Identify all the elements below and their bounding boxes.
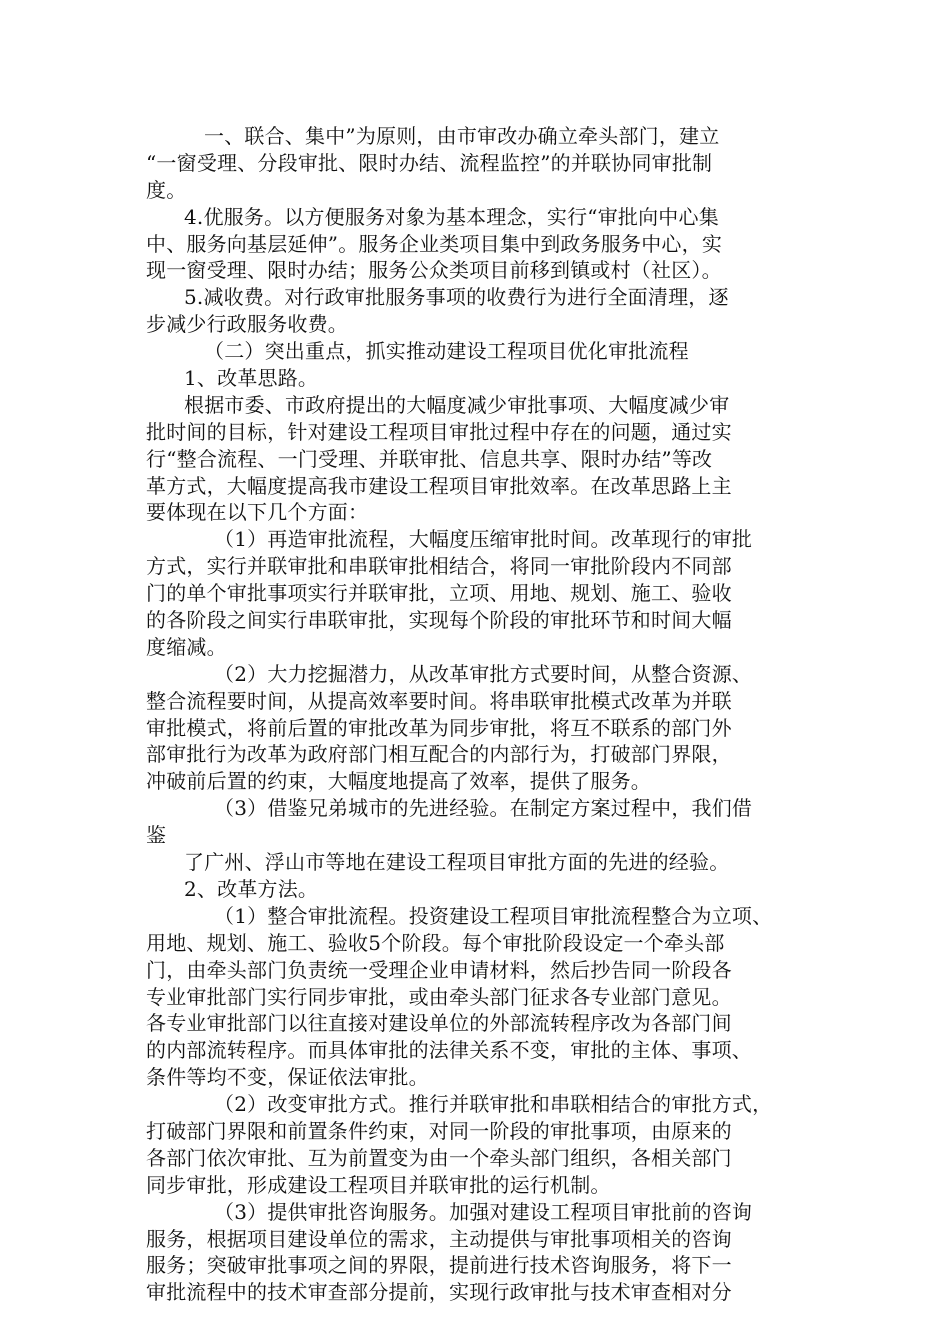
text-line: （2）改变审批方式。推行并联审批和串联相结合的审批方式， <box>214 1092 773 1117</box>
text-line: 4.优服务。以方便服务对象为基本理念，实行“审批向中心集 <box>184 204 719 229</box>
text-line: 各部门依次审批、互为前置变为由一个牵头部门组织，各相关部门 <box>146 1145 732 1170</box>
text-line: 5.减收费。对行政审批服务事项的收费行为进行全面清理，逐 <box>184 285 729 310</box>
text-line: 现一窗受理、限时办结；服务公众类项目前移到镇或村（社区）。 <box>146 258 722 283</box>
text-line: 各专业审批部门以往直接对建设单位的外部流转程序改为各部门间 <box>146 1011 732 1036</box>
text-line: 步减少行政服务收费。 <box>146 312 348 337</box>
text-line: 方式，实行并联审批和串联审批相结合，将同一审批阶段内不同部 <box>146 554 732 579</box>
text-line: 的各阶段之间实行串联审批，实现每个阶段的审批环节和时间大幅 <box>146 608 732 633</box>
text-line: 根据市委、市政府提出的大幅度减少审批事项、大幅度减少审 <box>184 392 730 417</box>
text-line: 整合流程要时间，从提高效率要时间。将串联审批模式改革为并联 <box>146 688 732 713</box>
text-line: （1）再造审批流程，大幅度压缩审批时间。改革现行的审批 <box>214 527 753 552</box>
text-line: 的内部流转程序。而具体审批的法律关系不变，审批的主体、事项、 <box>146 1038 752 1063</box>
text-line: 打破部门界限和前置条件约束，对同一阶段的审批事项，由原来的 <box>146 1118 732 1143</box>
text-line: 审批流程中的技术审查部分提前，实现行政审批与技术审查相对分 <box>146 1280 732 1305</box>
text-line: 服务；突破审批事项之间的界限，提前进行技术咨询服务，将下一 <box>146 1253 732 1278</box>
text-line: （2）大力挖掘潜力，从改革审批方式要时间，从整合资源、 <box>214 661 753 686</box>
text-line: （3）借鉴兄弟城市的先进经验。在制定方案过程中，我们借 <box>214 796 753 821</box>
text-line: 批时间的目标，针对建设工程项目审批过程中存在的问题，通过实 <box>146 419 732 444</box>
text-line: 同步审批，形成建设工程项目并联审批的运行机制。 <box>146 1172 611 1197</box>
text-line: 2、改革方法。 <box>184 876 319 901</box>
text-line: 门，由牵头部门负责统一受理企业申请材料，然后抄告同一阶段各 <box>146 957 732 982</box>
text-line: 要体现在以下几个方面： <box>146 500 369 525</box>
text-line: 部审批行为改革为政府部门相互配合的内部行为，打破部门界限， <box>146 742 732 767</box>
text-line: 一、联合、集中”为原则，由市审改办确立牵头部门，建立 <box>204 124 720 148</box>
text-line: 服务，根据项目建设单位的需求，主动提供与审批事项相关的咨询 <box>146 1226 732 1251</box>
text-line: 门的单个审批事项实行并联审批，立项、用地、规划、施工、验收 <box>146 581 732 606</box>
text-line: 度。 <box>146 177 187 202</box>
text-line: （1）整合审批流程。投资建设工程项目审批流程整合为立项、 <box>214 903 773 928</box>
text-line: 中、服务向基层延伸”。服务企业类项目集中到政务服务中心，实 <box>146 231 723 256</box>
text-line: “一窗受理、分段审批、限时办结、流程监控”的并联协同审批制 <box>146 150 713 175</box>
text-line: 条件等均不变，保证依法审批。 <box>146 1065 429 1090</box>
text-line: 用地、规划、施工、验收5个阶段。每个审批阶段设定一个牵头部 <box>146 930 725 955</box>
text-line: 1、改革思路。 <box>184 366 319 391</box>
text-line: 专业审批部门实行同步审批，或由牵头部门征求各专业部门意见。 <box>146 984 732 1009</box>
text-line: 度缩减。 <box>146 634 227 659</box>
text-line: 了广州、浮山市等地在建设工程项目审批方面的先进的经验。 <box>184 850 730 875</box>
text-line: 冲破前后置的约束，大幅度地提高了效率，提供了服务。 <box>146 769 651 794</box>
text-line: 审批模式，将前后置的审批改革为同步审批，将互不联系的部门外 <box>146 715 732 740</box>
text-line: 鉴 <box>146 823 167 848</box>
document-body <box>146 123 822 1306</box>
text-line: （二）突出重点，抓实推动建设工程项目优化审批流程 <box>204 339 689 364</box>
text-line: 革方式，大幅度提高我市建设工程项目审批效率。在改革思路上主 <box>146 473 732 498</box>
text-line: 行“整合流程、一门受理、并联审批、信息共享、限时办结”等改 <box>146 446 713 471</box>
text-line: （3）提供审批咨询服务。加强对建设工程项目审批前的咨询 <box>214 1199 753 1224</box>
